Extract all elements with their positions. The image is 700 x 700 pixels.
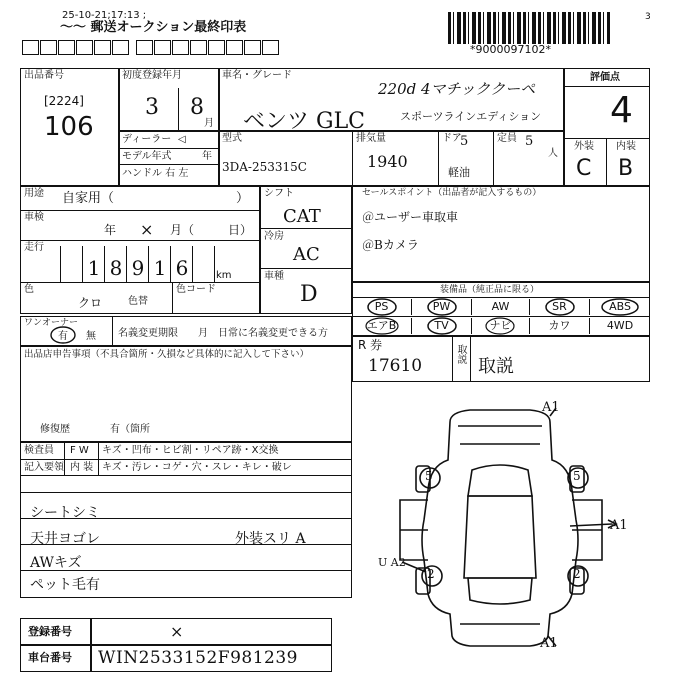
inspector-label: 検査員 <box>24 445 54 456</box>
equipment-circles <box>352 296 652 338</box>
model-year-label: モデル年式 <box>122 151 172 162</box>
name-change-month: 月 <box>198 328 208 339</box>
doors-label: ドア <box>442 133 462 144</box>
equipment-item: 4WD <box>606 319 634 332</box>
type-label: 型式 <box>222 133 242 144</box>
kind-value: D <box>300 282 318 307</box>
chassis-number-value: WIN2533152F981239 <box>98 648 298 668</box>
exterior-score: C <box>576 156 592 181</box>
equipment-item: SR <box>530 299 590 315</box>
lot-bracket-number: [2224] <box>44 94 84 108</box>
recycle-label: R 券 <box>358 338 383 352</box>
dealer-label: ディーラー <box>122 134 172 145</box>
fuel-value: 軽油 <box>448 166 470 179</box>
shift-value: CAT <box>283 206 321 227</box>
name-change-label: 名義変更期限 <box>118 328 178 339</box>
equipment-label: 装備品（純正品に限る） <box>440 285 540 295</box>
model-year-unit: 年 <box>202 151 212 162</box>
usage-block <box>20 186 260 314</box>
car-edition: スポーツラインエディション <box>400 110 542 123</box>
car-name: ベンツ GLC <box>243 109 366 134</box>
inspection-value: × <box>140 220 154 239</box>
color-code-label: 色コード <box>176 284 216 295</box>
sales-point-1: ＠ユーザー車取車 <box>362 210 459 224</box>
notes-label: 出品店申告事項（不具合箇所・久損など具体的に記入して下さい） <box>24 349 310 360</box>
ac-value: AC <box>293 244 320 265</box>
diagram-mark: A1 <box>542 400 560 415</box>
usage-label: 用途 <box>24 188 44 199</box>
equipment-item: TV <box>412 318 472 334</box>
diagram-mark: U A2 <box>378 556 406 569</box>
registration-number-value: × <box>170 622 184 641</box>
mileage-digit: 6 <box>175 256 189 280</box>
color-value: クロ <box>78 296 103 310</box>
repair-history-value: 有（箇所 <box>110 424 150 435</box>
repair-history-label: 修復歴 <box>40 424 70 435</box>
registration-number-label: 登録番号 <box>28 625 72 638</box>
recycle-value: 17610 <box>368 356 423 376</box>
one-owner-no: 無 <box>86 331 96 342</box>
damage-circle-label: 5 <box>573 469 581 483</box>
inspection-year: 年 <box>104 223 117 237</box>
registration-month: 8 <box>190 95 204 120</box>
inspection-label: 車検 <box>24 212 44 223</box>
legend-exterior-key: F W <box>70 445 89 456</box>
registration-year: 3 <box>145 95 159 120</box>
timestamp: 25-10-21;17:13 ; <box>62 10 147 21</box>
score-value: 4 <box>610 90 633 131</box>
lot-label: 出品番号 <box>24 70 64 81</box>
one-owner-yes: 有 <box>58 331 68 342</box>
car-name-label: 車名・グレード <box>222 70 292 81</box>
displacement-label: 排気量 <box>356 133 386 144</box>
one-owner-yes-circle <box>48 325 78 345</box>
kind-label: 車種 <box>264 271 284 282</box>
sales-point-2: ＠Bカメラ <box>362 238 419 252</box>
manual-value: 取説 <box>478 356 514 377</box>
sales-points-label: セールスポイント（出品者が記入するもの） <box>362 188 542 198</box>
seats-label: 定員 <box>497 133 517 144</box>
interior-score: B <box>618 156 634 181</box>
car-grade: 220d 4マチッククーペ <box>378 80 536 98</box>
barcode-text: *9000097102* <box>470 43 551 56</box>
legend-exterior: キズ・凹布・ヒビ割・リペア跡・X交換 <box>102 445 279 456</box>
equipment-item: カワ <box>530 318 590 334</box>
damage-circle-label: 2 <box>427 567 435 581</box>
equipment-item: AW <box>472 299 530 315</box>
score-label: 評価点 <box>590 72 620 83</box>
equipment-item: ナビ <box>472 318 530 334</box>
lot-number: 106 <box>44 112 94 142</box>
mileage-digit: 1 <box>153 256 167 280</box>
exterior-label: 外装 <box>574 141 594 152</box>
equipment-item: エアB <box>352 318 412 334</box>
dealer-mark: ◁ <box>178 134 186 145</box>
type-value: 3DA-253315C <box>222 160 307 174</box>
inspection-month: 月（ <box>170 223 195 237</box>
seats-value: 5 <box>525 134 534 149</box>
handwritten-note: シートシミ <box>30 505 100 521</box>
seats-unit: 人 <box>548 148 558 159</box>
mileage-digit: 1 <box>87 256 101 280</box>
page-number: 3 <box>645 12 651 22</box>
mileage-label: 走行 <box>24 242 44 253</box>
doors-value: 5 <box>460 134 469 149</box>
diagram-mark: A1 <box>610 518 628 533</box>
interior-label: 内装 <box>616 141 636 152</box>
sales-points-block <box>352 186 650 282</box>
mileage-unit: km <box>216 270 232 281</box>
handwritten-note: 天井ヨゴレ <box>30 531 100 547</box>
equipment-item: PS <box>352 299 412 315</box>
instructions-label: 記入要領 <box>24 462 64 473</box>
handle-label: ハンドル 右 左 <box>122 168 189 179</box>
document-title: 〜〜 郵送オークション最終印表 <box>60 20 247 35</box>
usage-close: ） <box>236 191 250 206</box>
legend-interior-key: 内 装 <box>70 462 94 473</box>
handwritten-note: ペット毛有 <box>30 577 100 593</box>
chassis-number-label: 車台番号 <box>28 651 72 664</box>
shift-label: シフト <box>264 188 294 199</box>
name-change-note: 日常に名義変更できる方 <box>218 328 328 339</box>
exterior-note: 外装スリ A <box>235 531 306 547</box>
equipment-item: ABS <box>609 300 631 313</box>
usage-value: 自家用（ <box>62 191 115 206</box>
manual-label: 取説 <box>455 344 466 364</box>
equipment-item: PW <box>412 299 472 315</box>
one-owner-label: ワンオーナー <box>24 318 79 328</box>
mileage-digit: 9 <box>131 256 145 280</box>
color-label: 色 <box>24 284 34 295</box>
displacement-value: 1940 <box>367 152 408 171</box>
diagram-mark: A1 <box>540 636 558 651</box>
color-change-label: 色替 <box>128 296 148 307</box>
barcode <box>448 12 610 44</box>
registration-label: 初度登録年月 <box>122 70 182 81</box>
damage-circle-label: 5 <box>425 469 433 483</box>
legend-interior: キズ・汚レ・コゲ・穴・スレ・キレ・破レ <box>102 462 292 473</box>
damage-circle-label: 2 <box>573 567 581 581</box>
handwritten-note: AWキズ <box>30 555 82 571</box>
inspection-day: 日） <box>228 223 253 237</box>
ac-label: 冷房 <box>264 231 284 242</box>
registration-month-unit: 月 <box>204 118 214 129</box>
mileage-digit: 8 <box>109 256 123 280</box>
